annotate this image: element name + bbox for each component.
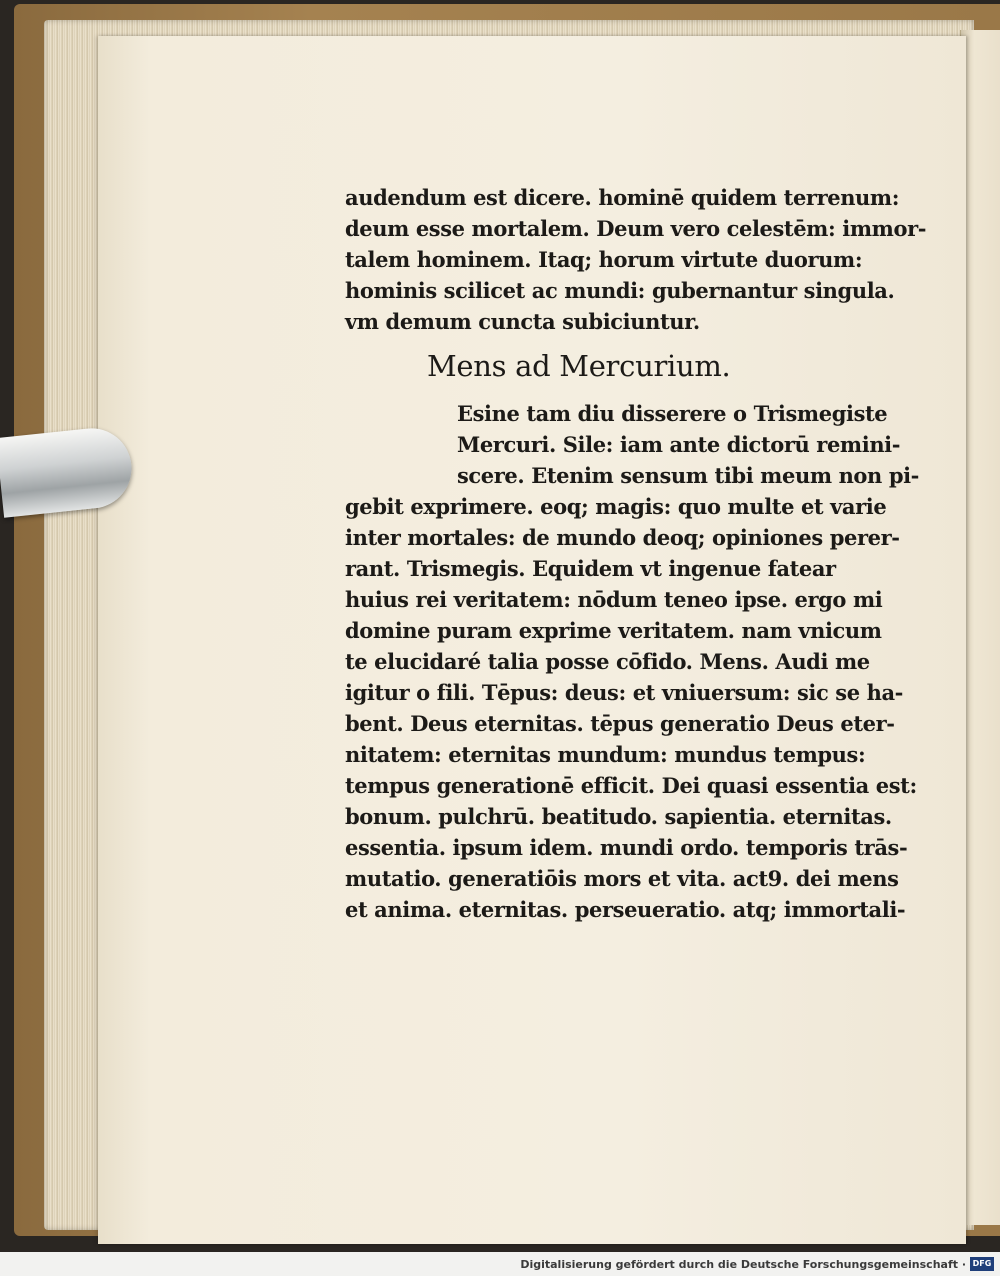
text-line: huius rei veritatem: nōdum teneo ipse. ergo mi	[345, 587, 883, 612]
text-line: hominis scilicet ac mundi: gubernantur singula.	[345, 278, 895, 303]
text-line: bonum. pulchrū. beatitudo. sapientia. eternitas.	[345, 804, 892, 829]
text-line: vm demum cuncta subiciuntur.	[345, 309, 700, 334]
text-line: mutatio. generatiōis mors et vita. act9. dei mens	[345, 866, 899, 891]
text-line: gebit exprimere. eoq; magis: quo multe et varie	[345, 494, 887, 519]
text-line: igitur o fili. Tēpus: deus: et vniuersum: sic se ha-	[345, 680, 903, 705]
dfg-logo[interactable]: DFG	[970, 1257, 994, 1271]
text-line: te elucidaré talia posse cōfido. Mens. Audi me	[345, 649, 870, 674]
section-heading: Mens ad Mercurium.	[427, 349, 731, 383]
text-line: Esine tam diu disserere o Trismegiste	[457, 401, 888, 426]
text-line: domine puram exprime veritatem. nam vnicum	[345, 618, 882, 643]
text-line: bent. Deus eternitas. tēpus generatio Deus eter-	[345, 711, 895, 736]
facing-page-edge	[960, 30, 1000, 1225]
page-text	[345, 182, 927, 925]
text-line: Mercuri. Sile: iam ante dictorū remini-	[457, 432, 901, 457]
text-line: tempus generationē efficit. Dei quasi essentia est:	[345, 773, 917, 798]
text-line: nitatem: eternitas mundum: mundus tempus:	[345, 742, 866, 767]
text-line: rant. Trismegis. Equidem vt ingenue fatear	[345, 556, 836, 581]
text-line: deum esse mortalem. Deum vero celestēm: immor-	[345, 216, 927, 241]
text-line: scere. Etenim sensum tibi meum non pi-	[457, 463, 919, 488]
text-line: audendum est dicere. hominē quidem terrenum:	[345, 185, 900, 210]
text-line: inter mortales: de mundo deoq; opiniones perer-	[345, 525, 900, 550]
funding-credit: Digitalisierung gefördert durch die Deutsche Forschungsgemeinschaft ·	[520, 1258, 966, 1271]
text-line: talem hominem. Itaq; horum virtute duorum:	[345, 247, 863, 272]
text-line: et anima. eternitas. perseueratio. atq; immortali-	[345, 897, 906, 922]
text-line: essentia. ipsum idem. mundi ordo. temporis trās-	[345, 835, 908, 860]
